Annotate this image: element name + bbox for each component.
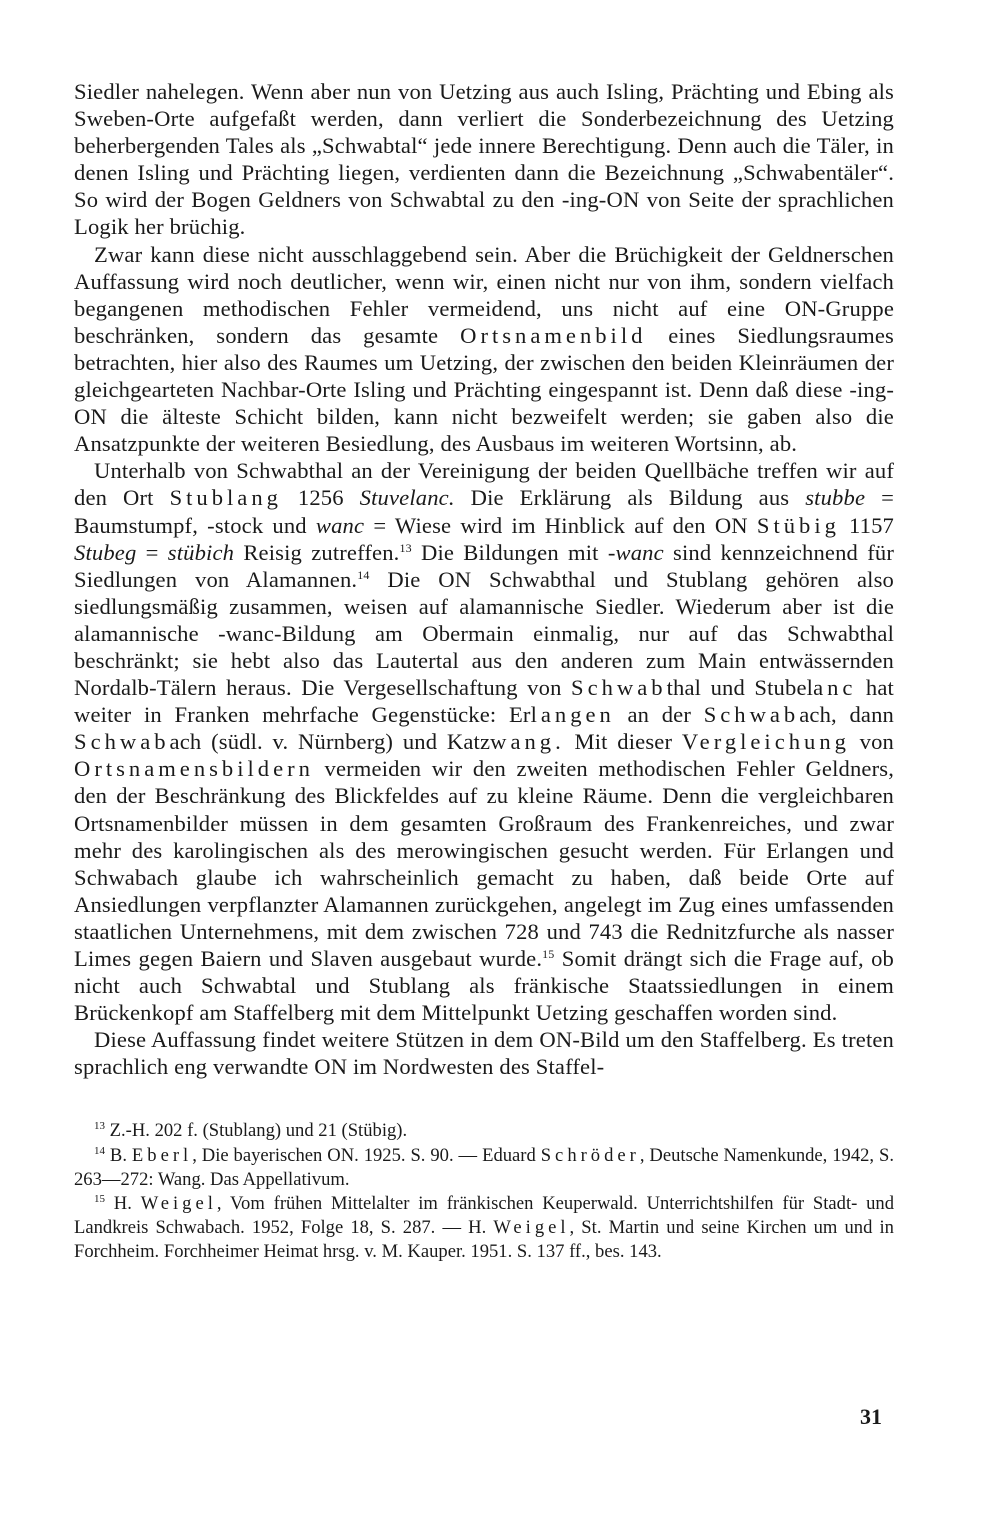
text-run: ach, dann <box>799 702 894 728</box>
text-run: B. <box>105 1144 132 1166</box>
italic-term: Stubeg <box>74 539 137 565</box>
footnote-ref: 14 <box>357 567 370 582</box>
paragraph <box>74 457 894 1026</box>
footnote-ref: 15 <box>542 947 555 961</box>
spaced-emphasis: anc <box>813 675 857 701</box>
page-number: 31 <box>860 1404 882 1429</box>
text-run: hat weiter in Franken mehrfache Gegenstücke: Er <box>74 675 894 728</box>
footnote <box>74 1192 894 1265</box>
text-run: Siedler nahelegen. Wenn aber nun von Uetzing aus auch Isling, Prächting und Ebing als Sweben-Orte aufgefaßt werden, dann verliert die Sonderbezeichnung des Uetzing beherbergenden Tales als „Schwabtal“ jede innere Berechtigung. Denn auch die Täler, in denen Isling und Prächting liegen, verdienten dann die Bezeichnung „Schwabentäler“. So wird der Bogen Geldners von Schwabtal zu den -ing-ON von Seite der sprachlichen Logik her brüchig. <box>74 79 894 240</box>
text-run: Zwar kann diese nicht ausschlaggebend sein. Aber die Brüchigkeit der Geldnerschen Auffassung wird noch deutlicher, wenn wir, einen nicht nur von ihm, sondern vielfach begangenen methodischen Fehler vermeidend, uns nicht auf eine ON-Gruppe beschränken, sondern das gesamte <box>74 241 894 348</box>
spaced-emphasis: Vergleichung <box>681 729 850 755</box>
italic-term: stubbe <box>805 485 866 511</box>
text-run: thal und Stubel <box>666 675 814 701</box>
text-run: H. <box>105 1193 141 1215</box>
spaced-emphasis: Schwab <box>703 702 800 728</box>
text-run: 1256 <box>281 485 360 511</box>
text-run: , Die bayerischen ON. 1925. S. 90. — Eduard <box>192 1144 541 1166</box>
spaced-emphasis: Stublang <box>169 485 282 511</box>
text-run: von <box>849 729 894 755</box>
spaced-emphasis: Weigel <box>493 1217 570 1239</box>
text-run: Mit dieser <box>564 729 682 755</box>
text-run: Die Bildungen mit <box>411 539 608 565</box>
spaced-emphasis: wang. <box>490 729 565 755</box>
footnote-ref: 13 <box>399 540 412 555</box>
italic-term: Stuvelanc. <box>359 485 455 511</box>
footnote <box>74 1119 894 1143</box>
text-run: vermeiden wir den zweiten methodischen Fehler Geldners, den der Beschränkung des Blickfeldes auf zu kleine Räume. Denn die vergleichbaren Ortsnamenbilder müssen in dem gesamten Großraum des Frankenreiches, und zwar mehr des karolingischen als des merowingischen gesucht werden. Für Erlangen und Schwabach glaube ich wahrscheinlich gemacht zu haben, daß beide Orte auf Ansiedlungen verpflanzter Alamannen zurückgehen, angelegt im Zug eines umfassenden staatlichen Unternehmens, mit dem zwischen 728 und 743 die Rednitzfurche als nasser Limes gegen Baiern und Slaven ausgebaut wurde. <box>74 756 894 971</box>
spaced-emphasis: Stübig <box>756 512 840 538</box>
italic-term: -wanc <box>607 539 664 565</box>
text-run: ach (südl. v. Nürnberg) und Katz <box>169 729 491 755</box>
spaced-emphasis: langen <box>530 702 615 728</box>
text-run: , Vom frühen Mittelalter im fränkischen Keuperwald. Unterrichtshilfen für Stadt- und Landkreis Schwabach. 1952, Folge 18, S. 287. — H. <box>74 1193 894 1239</box>
footnote-ref: 13 <box>94 1120 105 1133</box>
spaced-emphasis: Schröder <box>540 1144 640 1166</box>
text-run: Die Erklärung als Bildung aus <box>454 485 806 511</box>
text-run: 1157 <box>839 512 895 538</box>
spaced-emphasis: Ortsnamenbild <box>460 322 647 348</box>
text-run: Somit drängt sich die Frage auf, ob nicht auch Schwabtal und Stublang als fränkische Staatssiedlungen in einem Brückenkopf am Staffelberg mit dem Mittelpunkt Uetzing geschaffen worden sind. <box>74 946 894 1026</box>
spaced-emphasis: Ortsnamensbildern <box>74 756 314 782</box>
text-run: = Baumstumpf, -stock und <box>74 485 894 538</box>
spaced-emphasis: Schwab <box>74 729 170 755</box>
text-run: eines Siedlungsraumes betrachten, hier also des Raumes um Uetzing, der zwischen den beiden Kleinräumen der gleichgearteten Nachbar-Orte Isling und Prächting eingespannt ist. Denn daß diese -ing-ON die älteste Schicht bilden, kann nicht bezweifelt werden; sie gaben also die Ansatzpunkte der weiteren Besiedlung, des Ausbaus im weiteren Wortsinn, ab. <box>74 322 894 457</box>
text-run: , St. Martin und seine Kirchen um und in Forchheim. Forchheimer Heimat hrsg. v. M. Kauper. 1951. S. 137 ff., bes. 143. <box>74 1217 894 1263</box>
spaced-emphasis: Schwab <box>571 675 667 701</box>
paragraph <box>74 78 894 241</box>
paragraph <box>74 1026 894 1080</box>
text-run: sind kennzeichnend für Siedlungen von Alamannen. <box>74 539 894 592</box>
italic-term: stübich <box>167 539 235 565</box>
footnote-ref: 14 <box>94 1144 105 1157</box>
text-run: Reisig zutreffen. <box>234 539 400 565</box>
footnote <box>74 1144 894 1192</box>
footnotes <box>74 1119 894 1264</box>
spaced-emphasis: Eberl <box>131 1144 193 1166</box>
paragraph <box>74 241 894 458</box>
italic-term: wanc <box>315 512 365 538</box>
text-run: Unterhalb von Schwabthal an der Vereinigung der beiden Quellbäche treffen wir auf den Ort <box>74 458 894 511</box>
text-run: = Wiese wird im Hinblick auf den ON <box>364 512 757 538</box>
page-content <box>74 78 894 1265</box>
main-text <box>74 78 894 1080</box>
text-run: Z.-H. 202 f. (Stublang) und 21 (Stübig). <box>105 1120 408 1142</box>
text-run: Die ON Schwabthal und Stublang gehören also siedlungsmäßig zusammen, weisen auf alamannische Siedler. Wiederum aber ist die alamannische -wanc-Bildung am Obermain einmalig, nur auf das Schwabthal beschränkt; sie hebt also das Lautertal aus den anderen zum Main entwässernden Nordalb-Tälern heraus. Die Vergesellschaftung von <box>74 566 894 701</box>
text-run: an der <box>614 702 704 728</box>
spaced-emphasis: Weigel <box>140 1193 217 1215</box>
footnote-ref: 15 <box>94 1193 105 1206</box>
text-run: = <box>136 539 168 565</box>
text-run: Diese Auffassung findet weitere Stützen in dem ON-Bild um den Staffelberg. Es treten sprachlich eng verwandte ON im Nordwesten des Staffel- <box>74 1027 894 1080</box>
text-run: , Deutsche Namenkunde, 1942, S. 263—272: Wang. Das Appellativum. <box>74 1144 895 1190</box>
